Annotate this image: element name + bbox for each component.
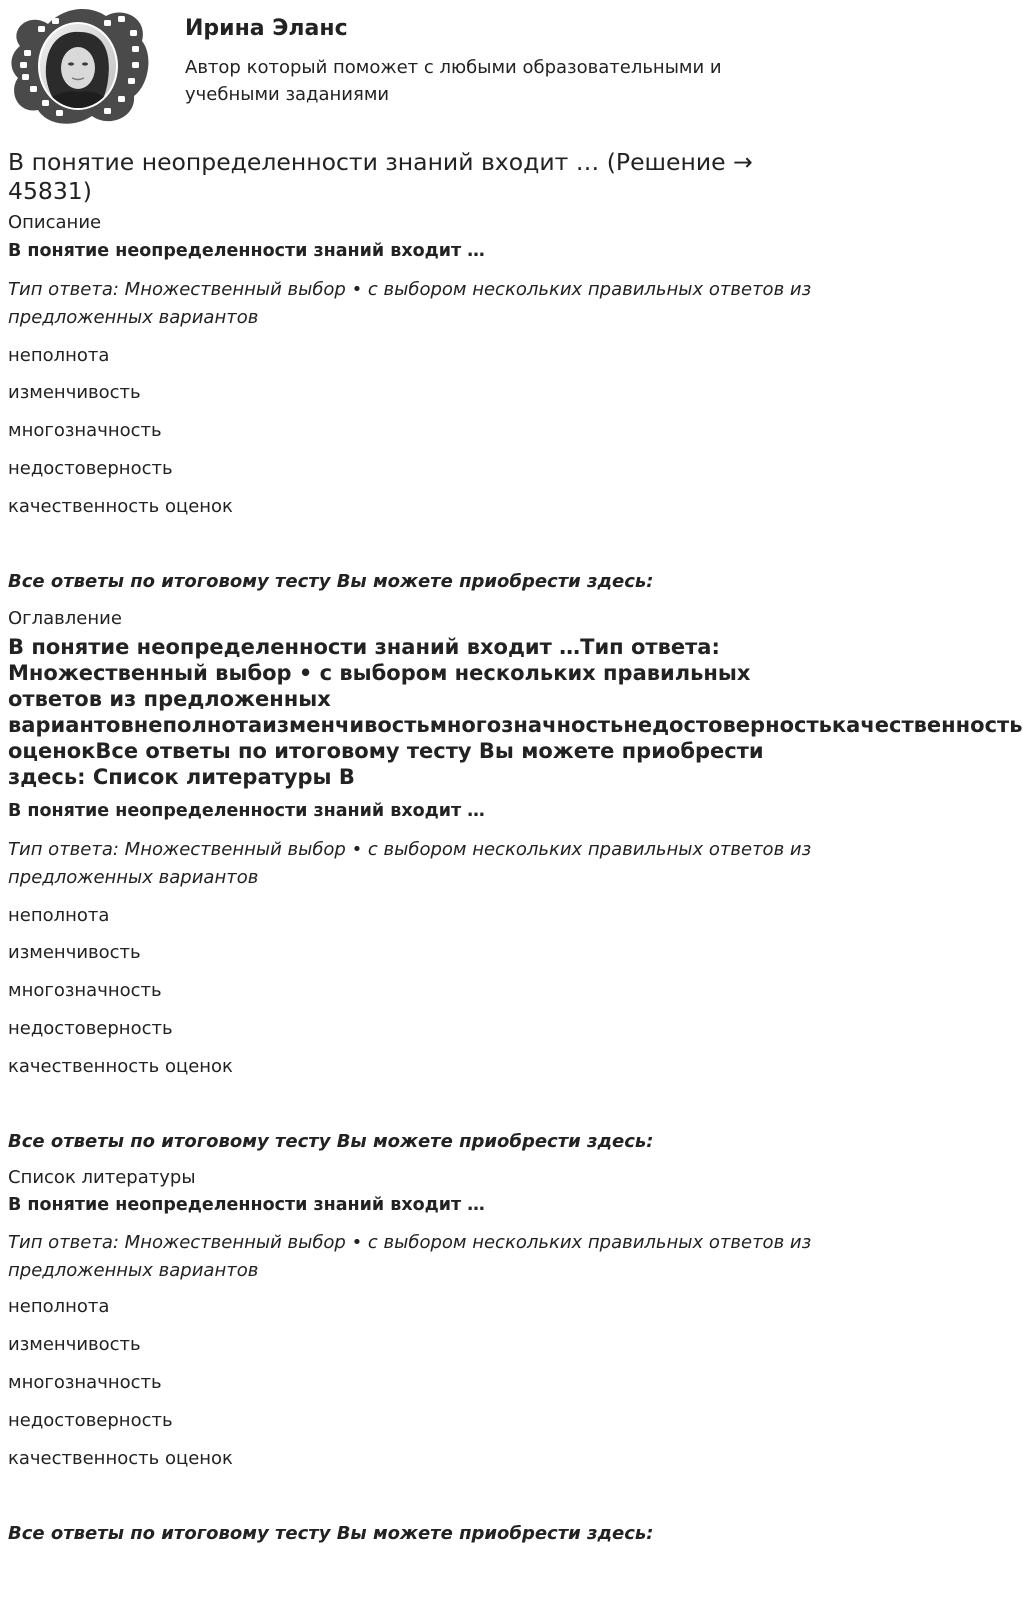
all-answers-note: Все ответы по итоговому тесту Вы можете приобрести здесь:	[8, 1131, 654, 1152]
question-text: В понятие неопределенности знаний входит …	[8, 1195, 485, 1215]
toc-heading	[8, 634, 1023, 790]
answer-option: недостоверность	[8, 1410, 173, 1431]
answer-option: недостоверность	[8, 1018, 173, 1039]
answer-type: Тип ответа: Множественный выбор • с выбором нескольких правильных ответов из предложенных вариантов	[8, 279, 812, 328]
all-answers-note: Все ответы по итоговому тесту Вы можете приобрести здесь:	[8, 1523, 654, 1544]
author-description: Автор который поможет с любыми образовательными и учебными заданиями	[185, 57, 722, 105]
section-label: Оглавление	[8, 608, 122, 629]
author-header	[8, 6, 838, 128]
toc-heading-line: В понятие неопределенности знаний входит …Тип ответа:	[8, 635, 720, 659]
answer-option: качественность оценок	[8, 1448, 233, 1469]
answer-type: Тип ответа: Множественный выбор • с выбором нескольких правильных ответов из предложенных вариантов	[8, 839, 812, 888]
answer-option: неполнота	[8, 345, 110, 366]
section-label: Описание	[8, 212, 102, 233]
toc-heading-line: здесь: Список литературы В	[8, 765, 355, 789]
answer-option: многозначность	[8, 980, 162, 1001]
author-avatar	[8, 6, 150, 126]
page-title: В понятие неопределенности знаний входит … (Решение → 45831)	[8, 148, 753, 205]
toc-heading-line: Множественный выбор • с выбором нескольких правильных	[8, 661, 751, 685]
toc-heading-line: ответов из предложенных	[8, 687, 331, 711]
answer-option: качественность оценок	[8, 496, 233, 517]
answer-option: недостоверность	[8, 458, 173, 479]
answer-option: изменчивость	[8, 942, 141, 963]
all-answers-note: Все ответы по итоговому тесту Вы можете приобрести здесь:	[8, 571, 654, 592]
answer-type: Тип ответа: Множественный выбор • с выбором нескольких правильных ответов из предложенных вариантов	[8, 1232, 812, 1281]
answer-option: неполнота	[8, 1296, 110, 1317]
answer-option: изменчивость	[8, 382, 141, 403]
answer-option: изменчивость	[8, 1334, 141, 1355]
section-label: Список литературы	[8, 1167, 196, 1188]
question-text: В понятие неопределенности знаний входит …	[8, 801, 485, 821]
answer-option: многозначность	[8, 420, 162, 441]
question-text: В понятие неопределенности знаний входит …	[8, 241, 485, 261]
toc-heading-line: оценокВсе ответы по итоговому тесту Вы можете приобрести	[8, 739, 764, 763]
answer-option: качественность оценок	[8, 1056, 233, 1077]
answer-option: неполнота	[8, 905, 110, 926]
author-name: Ирина Эланс	[185, 16, 348, 41]
toc-heading-line: вариантовнеполнотаизменчивостьмногозначностьнедостоверностькачественность	[8, 713, 1023, 737]
answer-option: многозначность	[8, 1372, 162, 1393]
